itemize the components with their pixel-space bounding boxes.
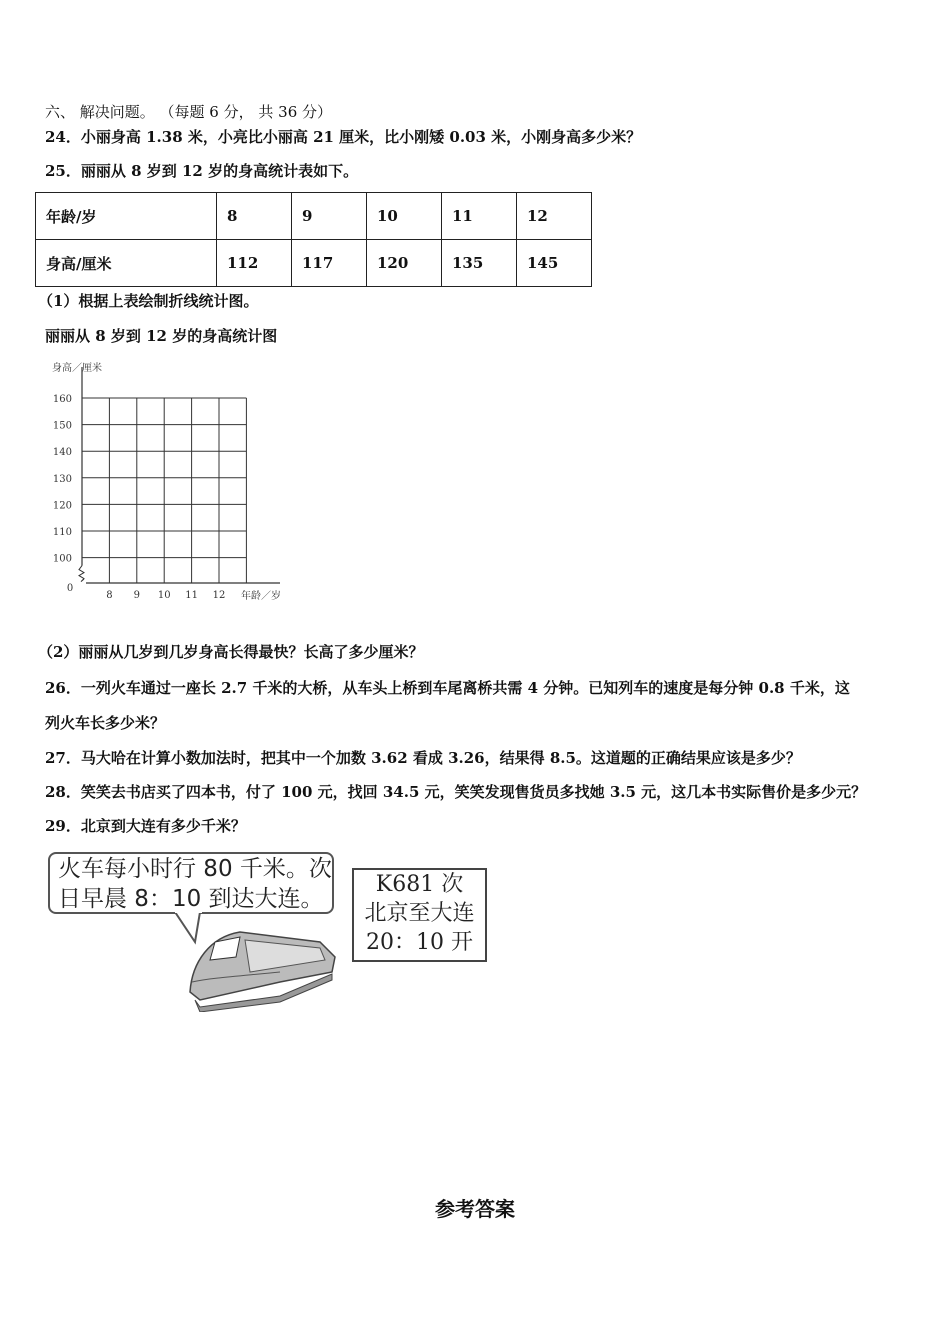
x-tick-label: 8 (106, 590, 113, 601)
x-tick-label: 12 (212, 590, 226, 601)
bubble-line: 日早晨 8：10 到达大连。 (58, 886, 324, 912)
y-tick-label: 130 (52, 473, 72, 485)
chart-title: 丽丽从 8 岁到 12 岁的身高统计图 (45, 327, 278, 345)
sign-line: 北京至大连 (364, 901, 475, 926)
question-26: 26．一列火车通过一座长 2.7 千米的大桥，从车头上桥到车尾离桥共需 4 分钟。已知列车的速度是每分钟 0.8 千米，这 (45, 679, 850, 697)
table-cell: 117 (292, 240, 367, 287)
question-25-part-2: （2）丽丽从几岁到几岁身高长得最快？长高了多少厘米？ (38, 643, 424, 661)
answer-heading: 参考答案 (435, 1197, 515, 1221)
x-tick-label: 10 (157, 590, 171, 601)
y-tick-label: 120 (52, 500, 72, 512)
row-header: 身高/厘米 (36, 240, 217, 287)
x-tick-label: 11 (185, 590, 198, 601)
speech-bubble (48, 852, 334, 914)
table-cell: 10 (367, 193, 442, 240)
question-28: 28．笑笑去书店买了四本书，付了 100 元，找回 34.5 元，笑笑发现售货员多找她 3.5 元，这几本书实际售价是多少元？ (45, 783, 867, 801)
table-row (36, 193, 592, 240)
section-heading: 六、 解决问题。 （每题 6 分， 共 36 分） (45, 103, 333, 121)
origin-label: 0 (66, 583, 74, 594)
y-tick-label: 160 (52, 394, 72, 405)
question-26-continued: 列火车长多少米？ (45, 714, 166, 732)
y-tick-label: 140 (52, 447, 72, 459)
table-cell: 9 (292, 193, 367, 240)
x-axis-label: 年龄／岁 (241, 591, 281, 602)
table-cell: 120 (367, 240, 442, 287)
table-cell: 112 (217, 240, 292, 287)
y-axis-label: 身高／厘米 (52, 363, 102, 374)
table-cell: 11 (442, 193, 517, 240)
row-header: 年龄/岁 (36, 193, 217, 240)
question-29: 29．北京到大连有多少千米？ (45, 817, 246, 835)
train-schedule-sign (352, 868, 487, 962)
question-27: 27．马大哈在计算小数加法时，把其中一个加数 3.62 看成 3.26，结果得 8.5。这道题的正确结果应该是多少？ (45, 749, 801, 767)
table-row (36, 240, 592, 287)
y-tick-label: 110 (52, 527, 72, 538)
axis-break-icon (79, 566, 84, 582)
line-chart-grid (30, 355, 300, 610)
x-tick-label: 9 (133, 590, 140, 601)
table-cell: 8 (217, 193, 292, 240)
y-tick-label: 100 (52, 553, 72, 565)
question-25-part-1: （1）根据上表绘制折线统计图。 (38, 292, 259, 310)
question-25: 25．丽丽从 8 岁到 12 岁的身高统计表如下。 (45, 162, 359, 180)
height-table (35, 192, 592, 287)
sign-line: K681 次 (375, 872, 464, 897)
table-cell: 135 (442, 240, 517, 287)
table-cell: 145 (517, 240, 592, 287)
sign-line: 20：10 开 (366, 930, 473, 955)
y-tick-label: 150 (52, 420, 72, 432)
table-cell: 12 (517, 193, 592, 240)
bubble-line: 火车每小时行 80 千米。次 (58, 856, 332, 882)
train-illustration (160, 912, 345, 1012)
question-24: 24．小丽身高 1.38 米，小亮比小丽高 21 厘米，比小刚矮 0.03 米，小刚身高多少米？ (45, 128, 642, 146)
